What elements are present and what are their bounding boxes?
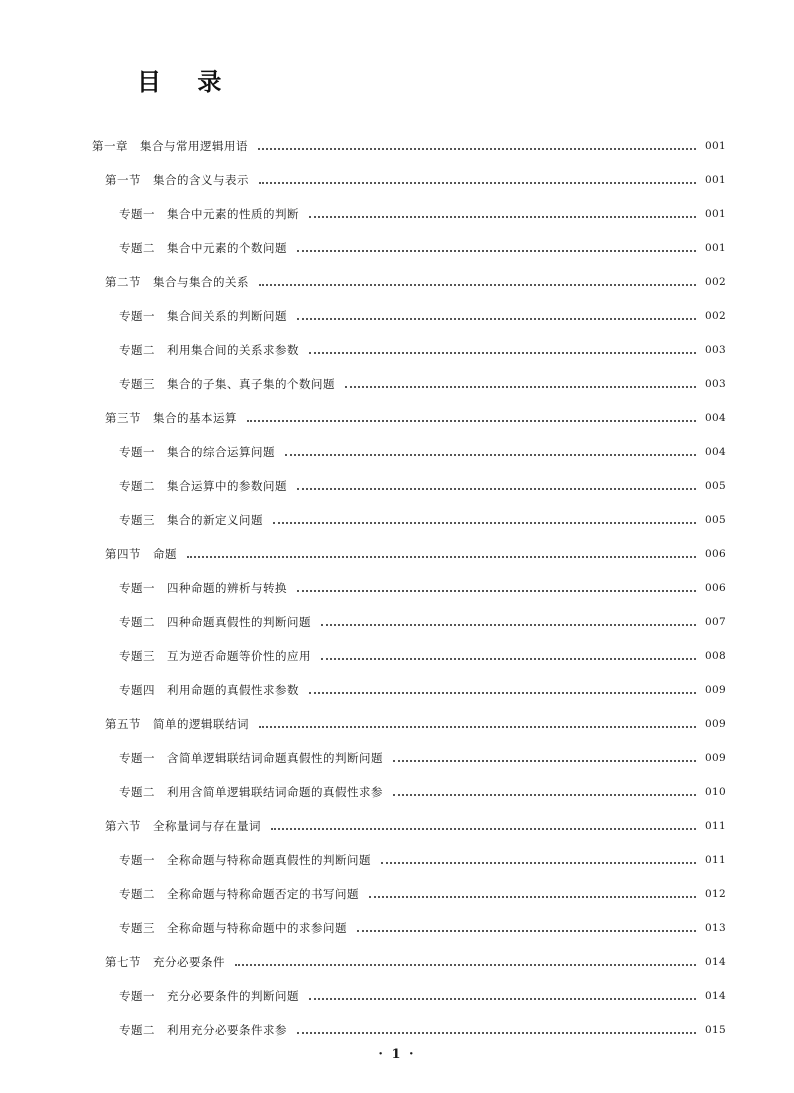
toc-topic-row	[0, 333, 794, 367]
toc-topic-row	[0, 843, 794, 877]
toc-entry-page: 006	[705, 548, 726, 560]
toc-topic-row	[0, 775, 794, 809]
toc-entry-label: 专题二 利用集合间的关系求参数	[119, 343, 299, 357]
toc-entry-label: 专题二 集合中元素的个数问题	[119, 241, 287, 255]
toc-entry-label: 专题二 四种命题真假性的判断问题	[119, 615, 311, 629]
toc-entry-label: 第七节 充分必要条件	[105, 955, 225, 969]
toc-topic-row	[0, 605, 794, 639]
toc-entry-label: 第一节 集合的含义与表示	[105, 173, 249, 187]
toc-entry-label: 专题二 利用含简单逻辑联结词命题的真假性求参	[119, 785, 383, 799]
toc-entry-page: 002	[705, 310, 726, 322]
toc-dot-leader	[271, 827, 696, 830]
toc-entry-label: 专题三 全称命题与特称命题中的求参问题	[119, 921, 347, 935]
toc-dot-leader	[321, 623, 696, 626]
toc-topic-row	[0, 639, 794, 673]
toc-entry-page: 001	[705, 242, 726, 254]
toc-section-row	[0, 401, 794, 435]
toc-entry-label: 专题三 集合的新定义问题	[119, 513, 263, 527]
toc-entry-page: 009	[705, 718, 726, 730]
toc-entry-label: 专题二 集合运算中的参数问题	[119, 479, 287, 493]
toc-dot-leader	[258, 147, 696, 150]
toc-dot-leader	[259, 725, 696, 728]
toc-entry-page: 005	[705, 480, 726, 492]
toc-entry-label: 第二节 集合与集合的关系	[105, 275, 249, 289]
toc-entry-page: 009	[705, 752, 726, 764]
toc-entry-page: 008	[705, 650, 726, 662]
toc-entry-label: 专题一 含简单逻辑联结词命题真假性的判断问题	[119, 751, 383, 765]
toc-entry-page: 014	[705, 990, 726, 1002]
toc-entry-page: 013	[705, 922, 726, 934]
toc-entry-label: 专题一 充分必要条件的判断问题	[119, 989, 299, 1003]
toc-dot-leader	[393, 759, 696, 762]
toc-entry-page: 015	[705, 1024, 726, 1036]
toc-dot-leader	[321, 657, 696, 660]
toc-entry-page: 001	[705, 174, 726, 186]
toc-entry-label: 专题三 互为逆否命题等价性的应用	[119, 649, 311, 663]
toc-entry-label: 第六节 全称量词与存在量词	[105, 819, 261, 833]
toc-chapter-row	[0, 129, 794, 163]
toc-topic-row	[0, 673, 794, 707]
toc-dot-leader	[345, 385, 696, 388]
toc-dot-leader	[309, 691, 696, 694]
table-of-contents	[0, 129, 794, 1047]
toc-section-row	[0, 537, 794, 571]
toc-section-row	[0, 809, 794, 843]
toc-dot-leader	[285, 453, 696, 456]
toc-dot-leader	[259, 283, 696, 286]
toc-topic-row	[0, 979, 794, 1013]
toc-section-row	[0, 945, 794, 979]
toc-entry-page: 004	[705, 412, 726, 424]
toc-entry-label: 专题一 集合的综合运算问题	[119, 445, 275, 459]
toc-entry-label: 专题一 四种命题的辨析与转换	[119, 581, 287, 595]
toc-dot-leader	[247, 419, 696, 422]
toc-dot-leader	[381, 861, 696, 864]
page-number: · 1 ·	[378, 1047, 416, 1062]
toc-entry-label: 第一章 集合与常用逻辑用语	[92, 139, 248, 153]
page-title: 目 录	[137, 68, 236, 96]
toc-entry-page: 007	[705, 616, 726, 628]
toc-topic-row	[0, 741, 794, 775]
toc-dot-leader	[259, 181, 696, 184]
toc-entry-page: 002	[705, 276, 726, 288]
toc-dot-leader	[309, 997, 696, 1000]
toc-entry-page: 009	[705, 684, 726, 696]
toc-topic-row	[0, 435, 794, 469]
toc-entry-page: 011	[705, 854, 726, 866]
toc-dot-leader	[297, 317, 696, 320]
toc-dot-leader	[309, 215, 696, 218]
toc-topic-row	[0, 1013, 794, 1047]
toc-dot-leader	[369, 895, 696, 898]
toc-dot-leader	[187, 555, 696, 558]
toc-dot-leader	[235, 963, 696, 966]
toc-entry-page: 011	[705, 820, 726, 832]
toc-entry-label: 第五节 简单的逻辑联结词	[105, 717, 249, 731]
toc-topic-row	[0, 503, 794, 537]
toc-section-row	[0, 163, 794, 197]
toc-entry-label: 第四节 命题	[105, 547, 177, 561]
toc-topic-row	[0, 877, 794, 911]
toc-dot-leader	[297, 487, 696, 490]
toc-entry-label: 专题一 集合中元素的性质的判断	[119, 207, 299, 221]
toc-entry-page: 010	[705, 786, 726, 798]
toc-topic-row	[0, 231, 794, 265]
toc-dot-leader	[297, 1031, 696, 1034]
toc-entry-page: 014	[705, 956, 726, 968]
toc-entry-label: 专题一 集合间关系的判断问题	[119, 309, 287, 323]
toc-topic-row	[0, 367, 794, 401]
toc-topic-row	[0, 197, 794, 231]
toc-topic-row	[0, 299, 794, 333]
toc-entry-page: 006	[705, 582, 726, 594]
toc-entry-label: 专题一 全称命题与特称命题真假性的判断问题	[119, 853, 371, 867]
toc-entry-page: 001	[705, 208, 726, 220]
toc-topic-row	[0, 571, 794, 605]
toc-topic-row	[0, 911, 794, 945]
toc-dot-leader	[309, 351, 696, 354]
toc-entry-label: 专题三 集合的子集、真子集的个数问题	[119, 377, 335, 391]
toc-entry-page: 004	[705, 446, 726, 458]
toc-entry-page: 005	[705, 514, 726, 526]
toc-entry-page: 012	[705, 888, 726, 900]
toc-entry-page: 003	[705, 344, 726, 356]
toc-entry-page: 003	[705, 378, 726, 390]
toc-dot-leader	[357, 929, 696, 932]
toc-dot-leader	[297, 249, 696, 252]
toc-dot-leader	[297, 589, 696, 592]
toc-section-row	[0, 265, 794, 299]
toc-entry-label: 专题二 利用充分必要条件求参	[119, 1023, 287, 1037]
toc-entry-page: 001	[705, 140, 726, 152]
toc-entry-label: 第三节 集合的基本运算	[105, 411, 237, 425]
toc-dot-leader	[273, 521, 696, 524]
toc-topic-row	[0, 469, 794, 503]
toc-entry-label: 专题四 利用命题的真假性求参数	[119, 683, 299, 697]
toc-entry-label: 专题二 全称命题与特称命题否定的书写问题	[119, 887, 359, 901]
toc-dot-leader	[393, 793, 696, 796]
toc-section-row	[0, 707, 794, 741]
